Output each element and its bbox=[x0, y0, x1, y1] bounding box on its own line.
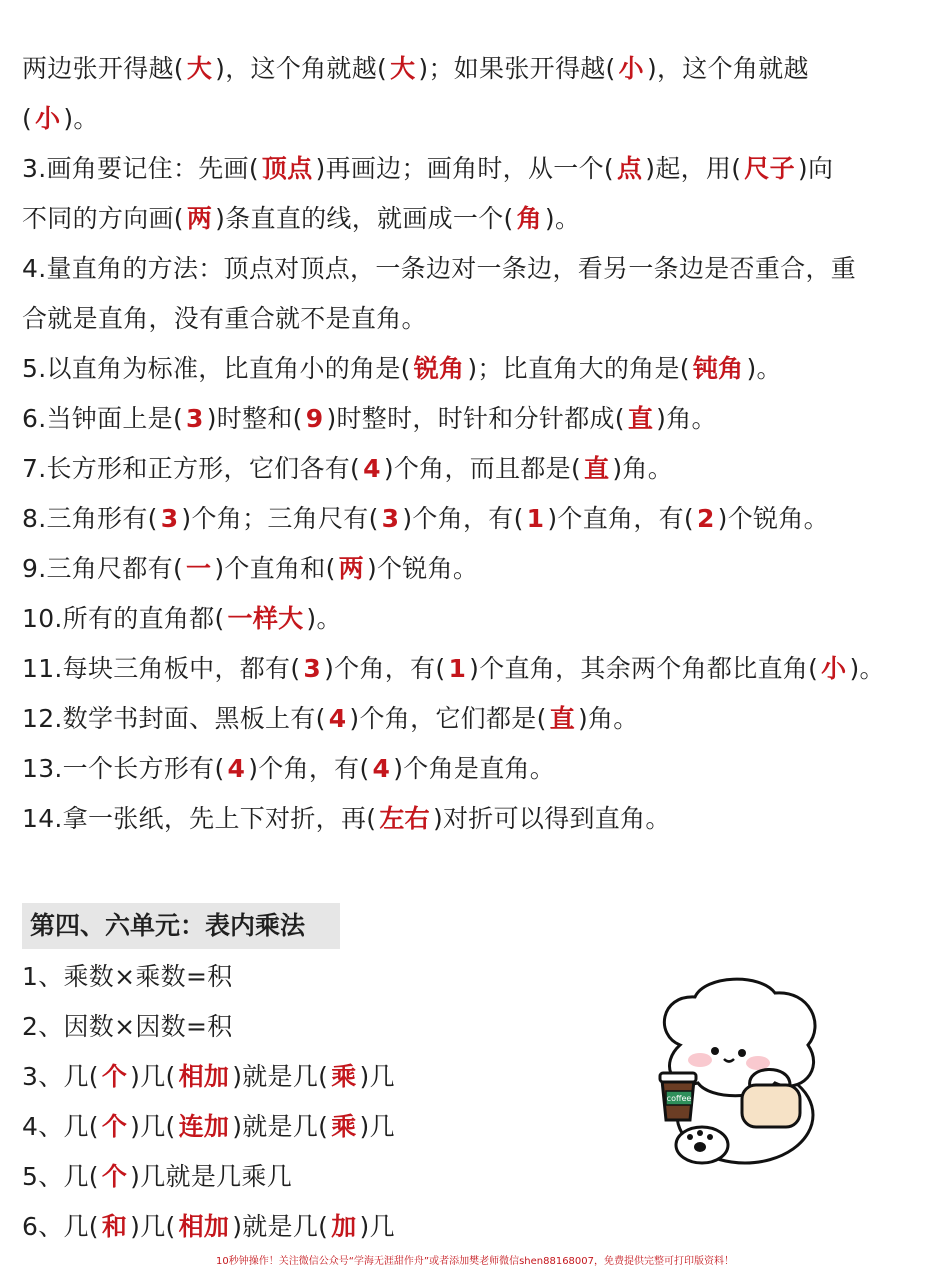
answer-text: 个 bbox=[101, 1162, 128, 1191]
answer-text: 2 bbox=[696, 504, 715, 533]
answer-text: 锐角 bbox=[413, 354, 465, 383]
answer-text: 点 bbox=[616, 154, 643, 183]
answer-text: 3 bbox=[160, 504, 179, 533]
text-segment: )就是几( bbox=[232, 1062, 329, 1091]
text-segment: )角。 bbox=[577, 704, 639, 733]
text-segment: 4.量直角的方法：顶点对顶点，一条边对一条边，看另一条边是否重合，重 bbox=[22, 254, 857, 283]
answer-text: 两 bbox=[186, 204, 213, 233]
text-segment: )。 bbox=[63, 104, 99, 133]
answer-text: 一 bbox=[186, 554, 212, 583]
answer-text: 直 bbox=[549, 704, 575, 733]
text-line bbox=[22, 302, 427, 336]
text-segment: 5、几( bbox=[22, 1162, 99, 1191]
text-segment: )。 bbox=[746, 354, 782, 383]
text-line bbox=[22, 702, 639, 736]
answer-text: 3 bbox=[303, 654, 322, 683]
text-segment: )几( bbox=[130, 1062, 176, 1091]
text-segment: )；如果张开得越( bbox=[418, 54, 616, 83]
answer-text: 3 bbox=[381, 504, 400, 533]
section-heading: 第四、六单元：表内乘法 bbox=[22, 903, 340, 949]
answer-text: 4 bbox=[227, 754, 246, 783]
text-segment: )。 bbox=[849, 654, 885, 683]
text-line bbox=[22, 1110, 395, 1144]
text-segment: )；比直角大的角是( bbox=[467, 354, 690, 383]
answer-text: 个 bbox=[101, 1112, 128, 1141]
text-segment: )几 bbox=[359, 1062, 395, 1091]
text-line bbox=[22, 402, 717, 436]
text-line bbox=[22, 102, 99, 136]
text-line bbox=[22, 352, 782, 386]
text-segment: )个直角，其余两个角都比直角( bbox=[469, 654, 819, 683]
text-line bbox=[22, 552, 478, 586]
answer-text: 4 bbox=[328, 704, 347, 733]
text-line bbox=[22, 1010, 233, 1044]
answer-text: 连加 bbox=[178, 1112, 230, 1141]
text-segment: )几就是几乘几 bbox=[130, 1162, 293, 1191]
answer-text: 1 bbox=[526, 504, 545, 533]
text-segment: 6.当钟面上是( bbox=[22, 404, 184, 433]
text-segment: 合就是直角，没有重合就不是直角。 bbox=[22, 304, 427, 333]
text-line bbox=[22, 1060, 395, 1094]
text-segment: )个角，它们都是( bbox=[349, 704, 547, 733]
text-segment: 4、几( bbox=[22, 1112, 99, 1141]
text-segment: )就是几( bbox=[232, 1212, 329, 1241]
answer-text: 小 bbox=[35, 104, 61, 133]
answer-text: 钝角 bbox=[692, 354, 744, 383]
text-line bbox=[22, 652, 885, 686]
answer-text: 小 bbox=[821, 654, 847, 683]
text-segment: )对折可以得到直角。 bbox=[432, 804, 671, 833]
text-segment: )个锐角。 bbox=[717, 504, 829, 533]
text-segment: )个锐角。 bbox=[366, 554, 479, 583]
text-line bbox=[22, 152, 833, 186]
answer-text: 顶点 bbox=[261, 154, 313, 183]
text-segment: 10.所有的直角都( bbox=[22, 604, 225, 633]
text-segment: )个角，有( bbox=[402, 504, 524, 533]
text-line bbox=[22, 802, 671, 836]
text-segment: 5.以直角为标准，比直角小的角是( bbox=[22, 354, 411, 383]
answer-text: 乘 bbox=[331, 1062, 357, 1091]
puppy-coffee-illustration bbox=[650, 975, 830, 1174]
text-segment: )条直直的线，就画成一个( bbox=[215, 204, 514, 233]
text-line bbox=[22, 960, 233, 994]
answer-text: 直 bbox=[584, 454, 610, 483]
text-segment: )，这个角就越( bbox=[215, 54, 388, 83]
answer-text: 一样大 bbox=[227, 604, 304, 633]
text-segment: )。 bbox=[544, 204, 581, 233]
answer-text: 两 bbox=[338, 554, 364, 583]
text-segment: )角。 bbox=[656, 404, 717, 433]
text-segment: 两边张开得越( bbox=[22, 54, 184, 83]
text-segment: )再画边；画角时，从一个( bbox=[315, 154, 614, 183]
svg-text:coffee: coffee bbox=[666, 1094, 692, 1103]
text-line bbox=[22, 1210, 395, 1244]
text-segment: 6、几( bbox=[22, 1212, 99, 1241]
text-line bbox=[22, 752, 555, 786]
text-line bbox=[22, 252, 856, 286]
text-segment: 不同的方向画( bbox=[22, 204, 184, 233]
answer-text: 个 bbox=[101, 1062, 128, 1091]
answer-text: 1 bbox=[448, 654, 467, 683]
answer-text: 小 bbox=[618, 54, 644, 83]
text-segment: )。 bbox=[306, 604, 342, 633]
text-segment: )几( bbox=[130, 1212, 176, 1241]
answer-text: 3 bbox=[186, 404, 204, 433]
text-segment: )个直角，有( bbox=[547, 504, 694, 533]
text-segment: )角。 bbox=[612, 454, 673, 483]
text-segment: 8.三角形有( bbox=[22, 504, 158, 533]
answer-text: 相加 bbox=[178, 1062, 230, 1091]
text-segment: )向 bbox=[797, 154, 834, 183]
answer-text: 乘 bbox=[331, 1112, 357, 1141]
text-line bbox=[22, 202, 580, 236]
answer-text: 左右 bbox=[379, 804, 430, 833]
text-segment: 2、因数×因数=积 bbox=[22, 1012, 233, 1041]
answer-text: 和 bbox=[101, 1212, 128, 1241]
text-segment: )，这个角就越 bbox=[646, 54, 809, 83]
answer-text: 相加 bbox=[178, 1212, 230, 1241]
text-segment: )个角；三角尺有( bbox=[181, 504, 379, 533]
text-line bbox=[22, 1160, 292, 1194]
answer-text: 大 bbox=[390, 54, 416, 83]
text-segment: )个角，而且都是( bbox=[383, 454, 582, 483]
text-segment: 9.三角尺都有( bbox=[22, 554, 184, 583]
text-segment: )时整和( bbox=[206, 404, 303, 433]
text-segment: )个角是直角。 bbox=[393, 754, 556, 783]
text-segment: )个角，有( bbox=[324, 654, 446, 683]
text-segment: 3、几( bbox=[22, 1062, 99, 1091]
text-segment: )个直角和( bbox=[214, 554, 336, 583]
text-segment: 3.画角要记住：先画( bbox=[22, 154, 259, 183]
text-segment: )起，用( bbox=[645, 154, 742, 183]
text-line bbox=[22, 502, 829, 536]
text-segment: 14.拿一张纸，先上下对折，再( bbox=[22, 804, 377, 833]
text-segment: )几 bbox=[359, 1212, 395, 1241]
text-segment: )时整时，时针和分针都成( bbox=[326, 404, 625, 433]
text-segment: 11.每块三角板中，都有( bbox=[22, 654, 301, 683]
text-segment: )几( bbox=[130, 1112, 176, 1141]
text-segment: 1、乘数×乘数=积 bbox=[22, 962, 233, 991]
footer-note: 10秒钟操作！关注微信公众号“学海无涯甜作舟”或者添加樊老师微信shen88168007，免费提供完整可打印版资料！ bbox=[215, 1256, 735, 1267]
text-line bbox=[22, 602, 342, 636]
answer-text: 直 bbox=[627, 404, 654, 433]
text-line bbox=[22, 52, 809, 86]
text-segment: )几 bbox=[359, 1112, 395, 1141]
answer-text: 尺子 bbox=[744, 154, 795, 183]
answer-text: 4 bbox=[363, 454, 381, 483]
text-segment: )就是几( bbox=[232, 1112, 329, 1141]
text-segment: ( bbox=[22, 104, 33, 133]
answer-text: 大 bbox=[186, 54, 213, 83]
answer-text: 4 bbox=[372, 754, 391, 783]
answer-text: 9 bbox=[305, 404, 324, 433]
text-segment: 7.长方形和正方形，它们各有( bbox=[22, 454, 361, 483]
text-segment: )个角，有( bbox=[248, 754, 370, 783]
answer-text: 角 bbox=[516, 204, 542, 233]
text-line bbox=[22, 452, 673, 486]
text-segment: 12.数学书封面、黑板上有( bbox=[22, 704, 326, 733]
answer-text: 加 bbox=[331, 1212, 357, 1241]
text-segment: 13.一个长方形有( bbox=[22, 754, 225, 783]
